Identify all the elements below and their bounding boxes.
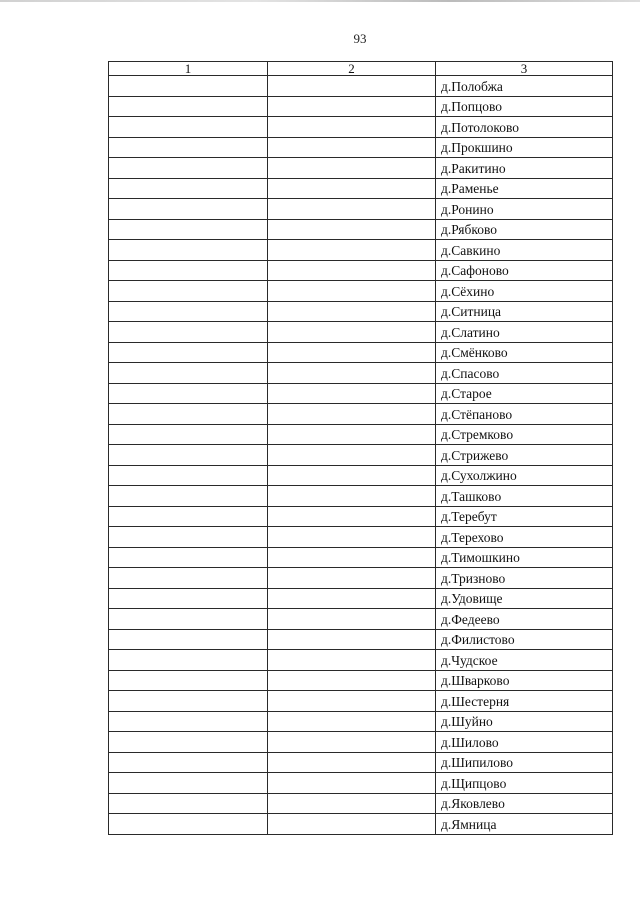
table-row [109, 137, 613, 158]
table-cell-col-1 [109, 301, 268, 322]
table-row [109, 691, 613, 712]
table-cell-col-1 [109, 240, 268, 261]
table-row [109, 773, 613, 794]
table-cell-col-1 [109, 158, 268, 179]
page-number: 93 [353, 31, 367, 46]
table-cell-col-1 [109, 609, 268, 630]
table-row [109, 711, 613, 732]
table-cell-col-1 [109, 752, 268, 773]
table-cell-col-1 [109, 650, 268, 671]
table-cell-col-3: д.Шилово [436, 732, 613, 753]
table-cell-col-1 [109, 199, 268, 220]
table-row [109, 732, 613, 753]
table-cell-col-2 [268, 609, 436, 630]
table-row [109, 322, 613, 343]
table-row [109, 814, 613, 835]
table-cell-col-1 [109, 424, 268, 445]
table-cell-col-3: д.Чудское [436, 650, 613, 671]
table-row [109, 240, 613, 261]
table-cell-col-2 [268, 752, 436, 773]
table-cell-col-1 [109, 588, 268, 609]
table-cell-col-2 [268, 486, 436, 507]
table-cell-col-3: д.Спасово [436, 363, 613, 384]
table-row [109, 588, 613, 609]
table-row [109, 363, 613, 384]
table-cell-col-2 [268, 342, 436, 363]
table-cell-col-1 [109, 506, 268, 527]
table-cell-col-1 [109, 793, 268, 814]
table-cell-col-3: д.Ракитино [436, 158, 613, 179]
table-cell-col-3: д.Терехово [436, 527, 613, 548]
table-cell-col-1 [109, 363, 268, 384]
table-cell-col-1 [109, 117, 268, 138]
table-cell-col-2 [268, 650, 436, 671]
table-row [109, 158, 613, 179]
table-cell-col-3: д.Старое [436, 383, 613, 404]
table-row [109, 752, 613, 773]
table-row [109, 629, 613, 650]
table-cell-col-1 [109, 527, 268, 548]
table-cell-col-1 [109, 96, 268, 117]
table-cell-col-2 [268, 178, 436, 199]
table-cell-col-2 [268, 219, 436, 240]
table-cell-col-1 [109, 732, 268, 753]
table-cell-col-2 [268, 445, 436, 466]
table-cell-col-2 [268, 301, 436, 322]
table-cell-col-1 [109, 547, 268, 568]
table-cell-col-2 [268, 506, 436, 527]
table-cell-col-2 [268, 465, 436, 486]
table-cell-col-3: д.Яковлево [436, 793, 613, 814]
table-row [109, 281, 613, 302]
table-cell-col-3: д.Шварково [436, 670, 613, 691]
table-row [109, 260, 613, 281]
table-row [109, 96, 613, 117]
table-cell-col-3: д.Щипцово [436, 773, 613, 794]
table-cell-col-1 [109, 814, 268, 835]
table-cell-col-2 [268, 629, 436, 650]
table-row [109, 117, 613, 138]
table-cell-col-3: д.Ямница [436, 814, 613, 835]
table-row [109, 568, 613, 589]
table-row [109, 76, 613, 97]
table-cell-col-3: д.Федеево [436, 609, 613, 630]
table-cell-col-2 [268, 383, 436, 404]
table-cell-col-3: д.Тимошкино [436, 547, 613, 568]
table-row [109, 383, 613, 404]
column-header-1: 1 [109, 62, 268, 76]
settlements-table [108, 61, 613, 835]
table-cell-col-2 [268, 547, 436, 568]
table-cell-col-3: д.Сухолжино [436, 465, 613, 486]
table-cell-col-1 [109, 342, 268, 363]
table-cell-col-3: д.Сёхино [436, 281, 613, 302]
table-cell-col-2 [268, 137, 436, 158]
table-cell-col-2 [268, 158, 436, 179]
table-cell-col-3: д.Прокшино [436, 137, 613, 158]
table-cell-col-1 [109, 445, 268, 466]
table-cell-col-1 [109, 568, 268, 589]
table-cell-col-1 [109, 465, 268, 486]
table-cell-col-2 [268, 793, 436, 814]
table-cell-col-2 [268, 814, 436, 835]
table-body [109, 76, 613, 835]
table-cell-col-1 [109, 137, 268, 158]
table-cell-col-1 [109, 629, 268, 650]
table-cell-col-2 [268, 691, 436, 712]
table-row [109, 486, 613, 507]
table-cell-col-3: д.Рябково [436, 219, 613, 240]
table-row [109, 199, 613, 220]
table-cell-col-2 [268, 117, 436, 138]
table-row [109, 404, 613, 425]
column-header-2: 2 [268, 62, 436, 76]
table-row [109, 650, 613, 671]
table-cell-col-1 [109, 178, 268, 199]
table-cell-col-2 [268, 281, 436, 302]
column-header-3: 3 [436, 62, 613, 76]
table-cell-col-3: д.Смёнково [436, 342, 613, 363]
table-cell-col-1 [109, 383, 268, 404]
table-cell-col-2 [268, 199, 436, 220]
table-cell-col-2 [268, 711, 436, 732]
table-cell-col-2 [268, 527, 436, 548]
table-cell-col-3: д.Шуйно [436, 711, 613, 732]
table-cell-col-2 [268, 96, 436, 117]
table-cell-col-3: д.Сафоново [436, 260, 613, 281]
table-cell-col-2 [268, 76, 436, 97]
table-row [109, 445, 613, 466]
table-cell-col-1 [109, 486, 268, 507]
table-cell-col-2 [268, 773, 436, 794]
table-cell-col-3: д.Стёпаново [436, 404, 613, 425]
table-cell-col-1 [109, 404, 268, 425]
table-row [109, 527, 613, 548]
table-cell-col-1 [109, 773, 268, 794]
table-row [109, 793, 613, 814]
table-cell-col-1 [109, 219, 268, 240]
table-cell-col-3: д.Ронино [436, 199, 613, 220]
table-cell-col-1 [109, 281, 268, 302]
table-cell-col-3: д.Филистово [436, 629, 613, 650]
table-cell-col-2 [268, 588, 436, 609]
table-cell-col-3: д.Попцово [436, 96, 613, 117]
table-cell-col-3: д.Ситница [436, 301, 613, 322]
table-row [109, 547, 613, 568]
table-row [109, 342, 613, 363]
table-cell-col-3: д.Удовище [436, 588, 613, 609]
table-cell-col-2 [268, 424, 436, 445]
table-cell-col-3: д.Ташково [436, 486, 613, 507]
table-cell-col-3: д.Полобжа [436, 76, 613, 97]
table-cell-col-3: д.Шипилово [436, 752, 613, 773]
table-cell-col-2 [268, 240, 436, 261]
table-cell-col-3: д.Тризново [436, 568, 613, 589]
table-cell-col-2 [268, 363, 436, 384]
table-cell-col-2 [268, 568, 436, 589]
scan-edge [0, 0, 640, 2]
table-row [109, 670, 613, 691]
table-row [109, 424, 613, 445]
table-cell-col-1 [109, 260, 268, 281]
table-row [109, 609, 613, 630]
table-cell-col-3: д.Теребут [436, 506, 613, 527]
table-cell-col-2 [268, 732, 436, 753]
table-cell-col-3: д.Стрижево [436, 445, 613, 466]
table-cell-col-2 [268, 260, 436, 281]
table-cell-col-2 [268, 404, 436, 425]
table-header-row [109, 62, 613, 76]
table-cell-col-3: д.Слатино [436, 322, 613, 343]
table-cell-col-3: д.Раменье [436, 178, 613, 199]
table-cell-col-1 [109, 670, 268, 691]
table-row [109, 178, 613, 199]
table-row [109, 301, 613, 322]
table-row [109, 506, 613, 527]
table-row [109, 219, 613, 240]
table-cell-col-1 [109, 76, 268, 97]
table-row [109, 465, 613, 486]
table-cell-col-2 [268, 670, 436, 691]
table-cell-col-3: д.Савкино [436, 240, 613, 261]
table-cell-col-3: д.Шестерня [436, 691, 613, 712]
table-cell-col-1 [109, 711, 268, 732]
table-cell-col-1 [109, 322, 268, 343]
table-cell-col-2 [268, 322, 436, 343]
table-cell-col-1 [109, 691, 268, 712]
table-cell-col-3: д.Стремково [436, 424, 613, 445]
table-cell-col-3: д.Потолоково [436, 117, 613, 138]
